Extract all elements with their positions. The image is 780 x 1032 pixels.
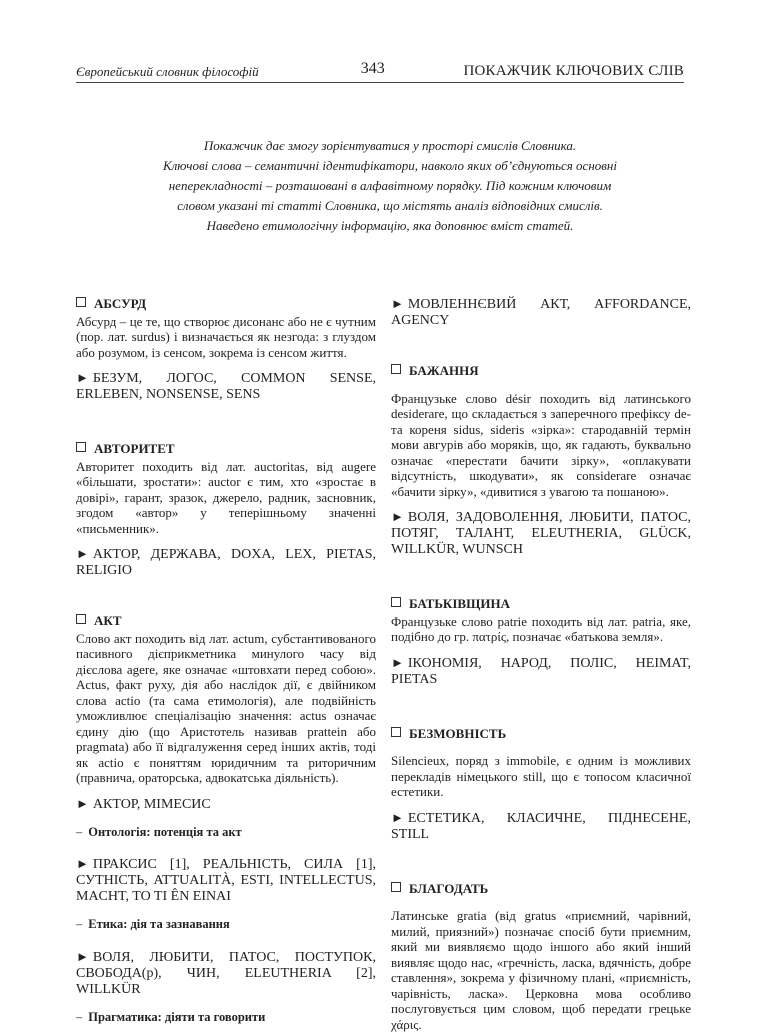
triangle-right-icon: ►: [76, 949, 89, 964]
subheading: – Етика: дія та зазнавання: [76, 917, 376, 933]
triangle-right-icon: ►: [76, 546, 89, 561]
page-number: 343: [361, 60, 385, 78]
entry-absurd: [76, 296, 376, 403]
entry-text: Абсурд – це те, що створює дисонанс або не є чутним (пор. лат. surdus) і визначається як незгода: з глуздом або розумом, із сенсом, зокрема із сенсом життя.: [76, 314, 376, 361]
see-also: ► АКТОР, МІМЕСИС: [76, 796, 376, 813]
entry-text: Латинське gratia (від gratus «приємний, чарівний, милий, приязний») позначає спосіб бути приємним, який ми виявляємо щодо іншого або який інший виявляє щодо нас, «гречність, ласка, вдячність, добре ставлення», зокрема у фізичному плані, «приємність, чарівність, ласка». Церковна мова особливо послуговується цим словом, щоб передати грецьке χάρις.: [391, 908, 691, 1032]
triangle-right-icon: ►: [391, 509, 404, 524]
entry-title: АКТ: [76, 613, 376, 629]
entry-title: БАЖАННЯ: [391, 363, 691, 379]
entry-bezmovnist: [391, 726, 691, 843]
triangle-right-icon: ►: [391, 296, 404, 311]
intro-line: Покажчик дає змогу зорієнтуватися у просторі смислів Словника.: [160, 136, 620, 156]
book-title: Європейський словник філософій: [76, 64, 259, 80]
checkbox-icon: [391, 882, 401, 892]
see-also: ► ПРАКСИС [1], РЕАЛЬНІСТЬ, СИЛА [1], СУТНІСТЬ, ATTUALITÀ, ESTI, INTELLECTUS, MACHT, TO TI ÊN EINAI: [76, 856, 376, 905]
see-also: ► БЕЗУМ, ЛОГОС, COMMON SENSE, ERLEBEN, NONSENSE, SENS: [76, 370, 376, 403]
intro-line: словом указані ті статті Словника, що містять аналіз відповідних смислів.: [160, 196, 620, 216]
triangle-right-icon: ►: [76, 856, 89, 871]
triangle-right-icon: ►: [391, 810, 404, 825]
checkbox-icon: [391, 364, 401, 374]
entry-blahodat: [391, 881, 691, 1032]
entry-title: БЛАГОДАТЬ: [391, 881, 691, 897]
entry-akt: [76, 613, 376, 1025]
entry-bazhannia: [391, 363, 691, 558]
triangle-right-icon: ►: [76, 796, 89, 811]
entry-text: Авторитет походить від лат. auctoritas, від augere «більшати, зростати»: auctor є тим, хто «зростає в довірі», гарант, зразок, джерело, радник, засновник, згодом «автор» у теперішньому значенні «письменник».: [76, 459, 376, 537]
entry-title: АБСУРД: [76, 296, 376, 312]
intro-line: Ключові слова – семантичні ідентифікатори, навколо яких об’єднуються основні: [160, 156, 620, 176]
see-also: ► ВОЛЯ, ЗАДОВОЛЕННЯ, ЛЮБИТИ, ПАТОС, ПОТЯГ, ТАЛАНТ, ELEUTHERIA, GLÜCK, WILLKÜR, WUNSCH: [391, 509, 691, 558]
left-column: [76, 296, 376, 1025]
checkbox-icon: [76, 614, 86, 624]
intro-line: Наведено етимологічну інформацію, яка доповнює вміст статей.: [160, 216, 620, 236]
entry-title: БАТЬКІВЩИНА: [391, 596, 691, 612]
entry-text: Silencieux, поряд з immobile, є одним із можливих перекладів німецького still, що є топосом класичної естетики.: [391, 753, 691, 800]
see-also: ► АКТОР, ДЕРЖАВА, DOXA, LEX, PIETAS, RELIGIO: [76, 546, 376, 579]
checkbox-icon: [76, 297, 86, 307]
subheading: – Прагматика: діяти та говорити: [76, 1010, 376, 1026]
entry-text: Французьке слово patrie походить від лат. patria, яке, подібно до гр. πατρίς, позначає «батькова земля».: [391, 614, 691, 645]
checkbox-icon: [76, 442, 86, 452]
section-title: ПОКАЖЧИК КЛЮЧОВИХ СЛІВ: [463, 63, 684, 80]
entry-title: АВТОРИТЕТ: [76, 441, 376, 457]
right-column: [391, 296, 691, 1032]
triangle-right-icon: ►: [391, 655, 404, 670]
subheading: – Онтологія: потенція та акт: [76, 825, 376, 841]
see-also: ► ЕСТЕТИКА, КЛАСИЧНЕ, ПІДНЕСЕНЕ, STILL: [391, 810, 691, 843]
see-also: ► МОВЛЕННЄВИЙ АКТ, AFFORDANCE, AGENCY: [391, 296, 691, 329]
entry-avtorytet: [76, 441, 376, 579]
entry-title: БЕЗМОВНІСТЬ: [391, 726, 691, 742]
intro-line: неперекладності – розташовані в алфавітному порядку. Під кожним ключовим: [160, 176, 620, 196]
page-header: [76, 60, 684, 83]
entry-text: Слово акт походить від лат. actum, субстантивованого пасивного дієприкметника минулого часу від дієслова agere, яке означає «штовхати перед собою». Actus, факт руху, дія або наслідок дії, є двійником слова actio (та сама етимологія), але подвійність уможливлює спеціалізацію значення: actus означає єдину дію (що Аристотель називав prattein або pragmata) або її відгалуження серед інших актів, тоді як actio є поняттям юридичним та риторичним (правнича, ораторська, адвокатська діяльність).: [76, 631, 376, 786]
see-also: ► ІКОНОМІЯ, НАРОД, ПОЛІС, HEIMAT, PIETAS: [391, 655, 691, 688]
checkbox-icon: [391, 727, 401, 737]
triangle-right-icon: ►: [76, 370, 89, 385]
see-also: ► ВОЛЯ, ЛЮБИТИ, ПАТОС, ПОСТУПОК, СВОБОДА(р), ЧИН, ELEUTHERIA [2], WILLKÜR: [76, 949, 376, 998]
checkbox-icon: [391, 597, 401, 607]
entry-batkivshchyna: [391, 596, 691, 688]
entry-text: Французьке слово désir походить від латинського desiderare, що складається з заперечного префіксу de- та кореня sidus, sideris «зірка»: стародавній термін мови авгурів або моряків, що, як гадають, буквально означає «перестати бачити зірку», «оплакувати відсутність, шкодувати», як considerare означає «бачити зірку», «дивитися з увагою та пошаною».: [391, 391, 691, 500]
intro-paragraph: [160, 136, 620, 236]
